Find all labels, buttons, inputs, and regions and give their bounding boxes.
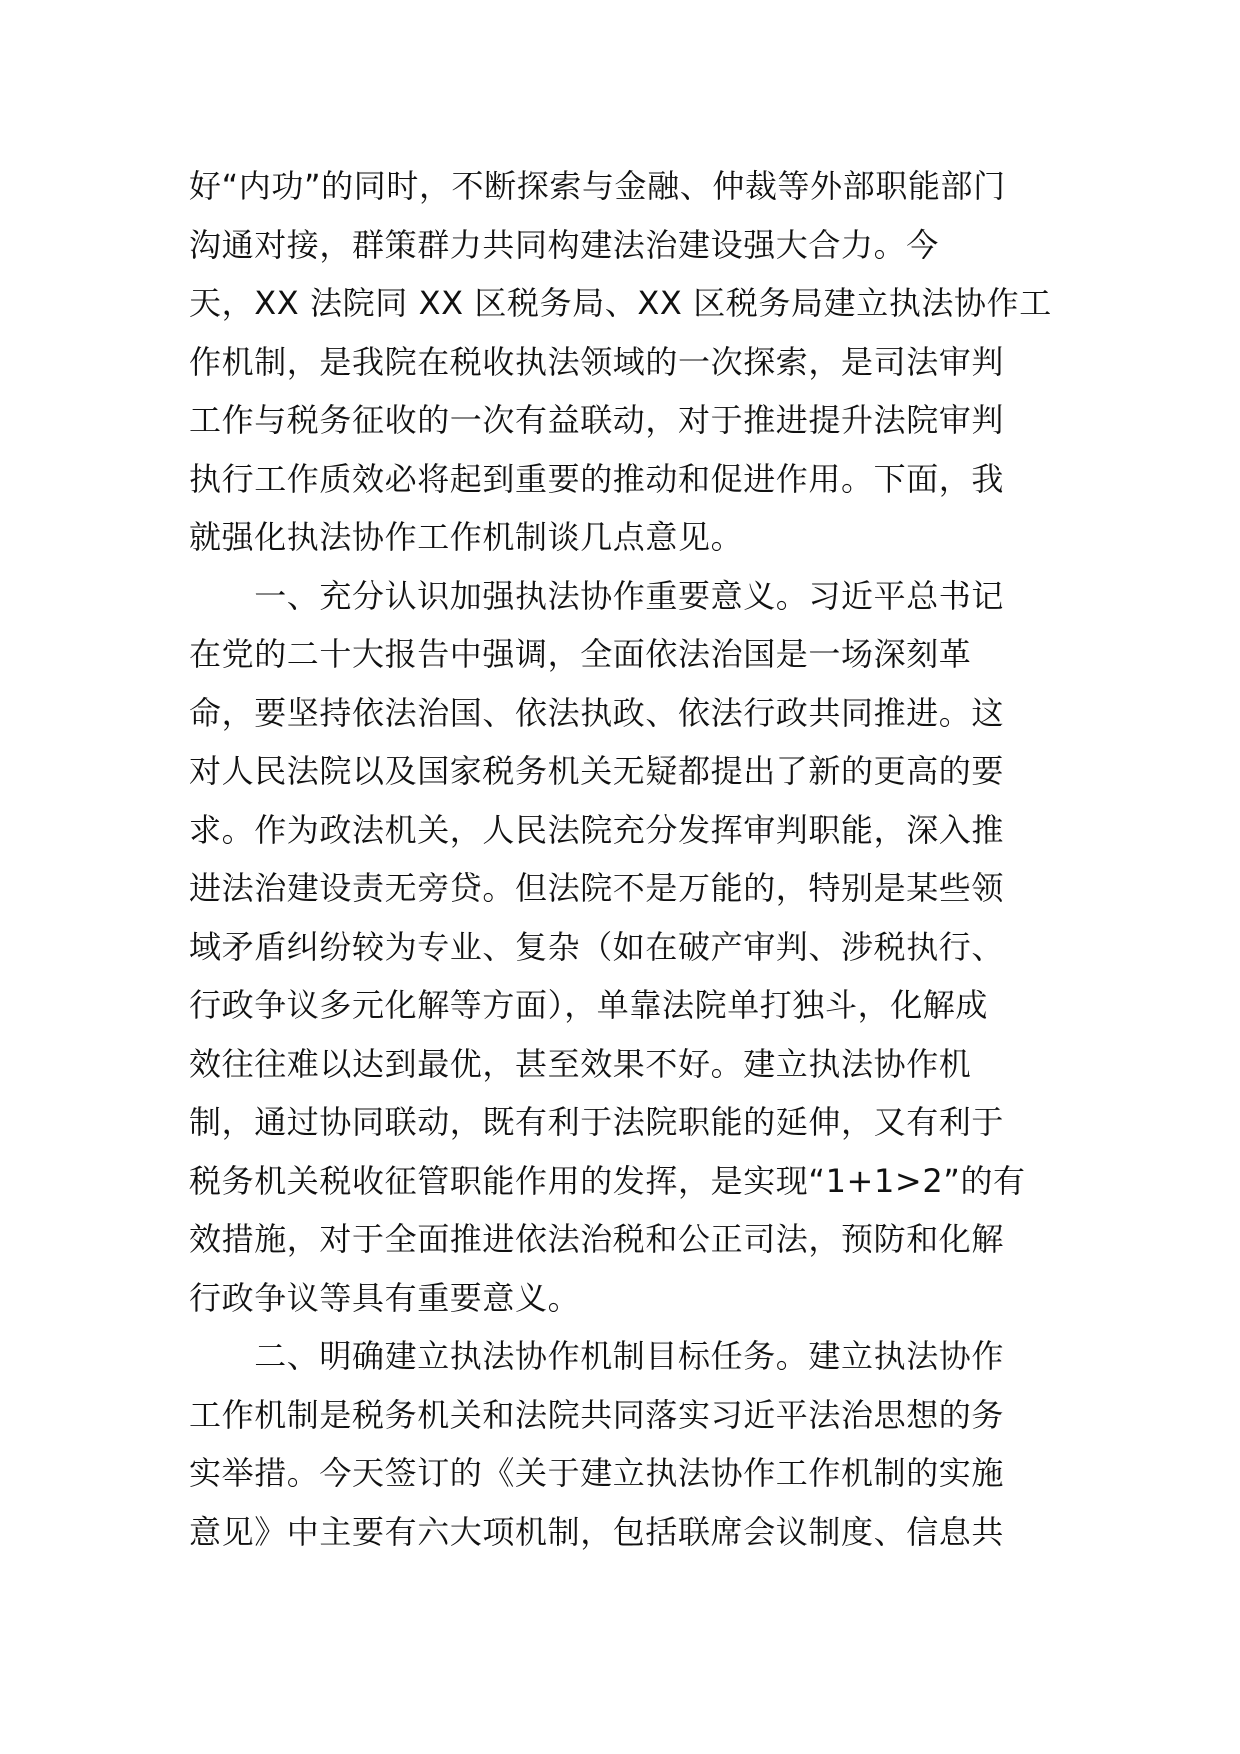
text-line: 域矛盾纠纷较为专业、复杂（如在破产审判、涉税执行、 xyxy=(189,927,1005,966)
text-line: 好“内功”的同时，不断探索与金融、仲裁等外部职能部门 xyxy=(189,167,1006,205)
text-line: 税务机关税收征管职能作用的发挥，是实现“1+1>2”的有 xyxy=(189,1161,1026,1200)
text-line: 行政争议多元化解等方面），单靠法院单打独斗，化解成 xyxy=(189,986,989,1024)
text-line: 进法治建设责无旁贷。但法院不是万能的，特别是某些领 xyxy=(189,869,1005,907)
text-line: 作机制，是我院在税收执法领域的一次探索，是司法审判 xyxy=(189,342,1005,381)
text-line: 实举措。今天签订的《关于建立执法协作工作机制的实施 xyxy=(189,1454,1005,1492)
section-heading-line: 一、充分认识加强执法协作重要意义。习近平总书记 xyxy=(189,576,1005,615)
text-line: 就强化执法协作工作机制谈几点意见。 xyxy=(189,518,744,556)
text-line: 命，要坚持依法治国、依法执政、依法行政共同推进。这 xyxy=(189,693,1005,732)
section-heading-line: 二、明确建立执法协作机制目标任务。建立执法协作 xyxy=(189,1337,1005,1375)
text-line: 天，XX 法院同 XX 区税务局、XX 区税务局建立执法协作工 xyxy=(189,284,1052,322)
text-line: 制，通过协同联动，既有利于法院职能的延伸，又有利于 xyxy=(189,1103,1005,1141)
text-line: 工作机制是税务机关和法院共同落实习近平法治思想的务 xyxy=(189,1395,1005,1434)
text-line: 效措施，对于全面推进依法治税和公正司法，预防和化解 xyxy=(189,1220,1005,1258)
text-line: 在党的二十大报告中强调，全面依法治国是一场深刻革 xyxy=(189,635,972,673)
text-line: 沟通对接，群策群力共同构建法治建设强大合力。今 xyxy=(189,225,939,264)
text-line: 工作与税务征收的一次有益联动，对于推进提升法院审判 xyxy=(189,401,1005,439)
text-line: 效往往难以达到最优，甚至效果不好。建立执法协作机 xyxy=(189,1044,972,1083)
text-line: 执行工作质效必将起到重要的推动和促进作用。下面，我 xyxy=(189,459,1005,498)
text-line: 意见》中主要有六大项机制，包括联席会议制度、信息共 xyxy=(189,1512,1005,1551)
document-body xyxy=(189,157,1069,1561)
text-line: 行政争议等具有重要意义。 xyxy=(189,1278,581,1317)
text-line: 求。作为政法机关，人民法院充分发挥审判职能，深入推 xyxy=(189,810,1005,849)
text-line: 对人民法院以及国家税务机关无疑都提出了新的更高的要 xyxy=(189,752,1005,790)
